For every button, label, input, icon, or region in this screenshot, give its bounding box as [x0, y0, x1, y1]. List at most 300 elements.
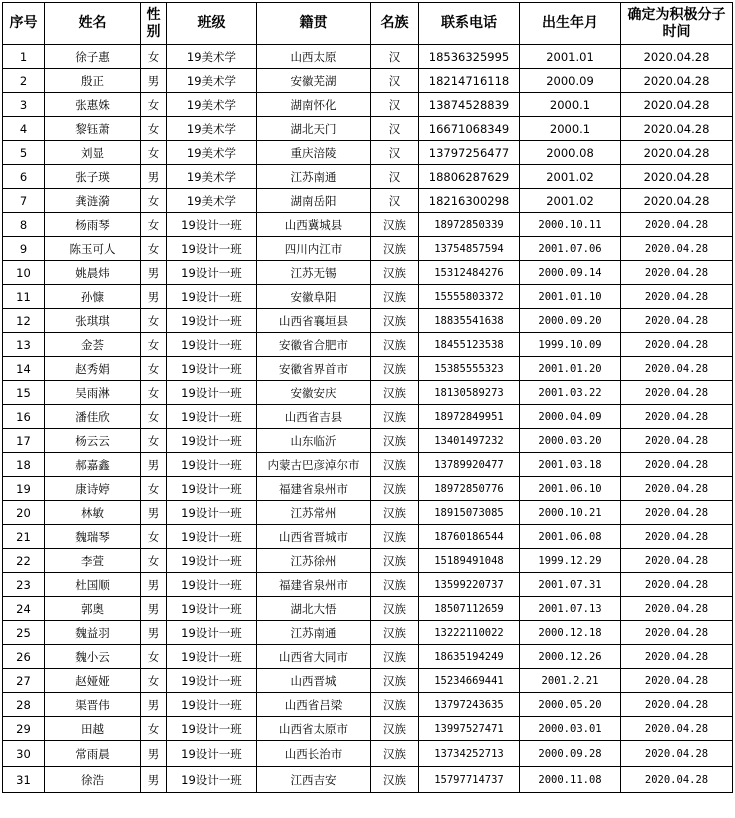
- cell-birth: 2001.06.08: [520, 525, 621, 549]
- cell-name: 陈玉可人: [45, 237, 141, 261]
- table-row: [3, 165, 733, 189]
- table-row: [3, 767, 733, 793]
- cell-hometown: 江苏无锡: [257, 261, 371, 285]
- cell-name: 田越: [45, 717, 141, 741]
- cell-index: 19: [3, 477, 45, 501]
- member-table: [2, 2, 733, 793]
- cell-name: 张琪琪: [45, 309, 141, 333]
- cell-name: 渠晋伟: [45, 693, 141, 717]
- cell-phone: 18214716118: [419, 69, 520, 93]
- cell-activist-date: 2020.04.28: [621, 453, 733, 477]
- cell-hometown: 重庆涪陵: [257, 141, 371, 165]
- cell-class: 19设计一班: [167, 405, 257, 429]
- cell-ethnicity: 汉族: [371, 717, 419, 741]
- cell-hometown: 湖北天门: [257, 117, 371, 141]
- cell-ethnicity: 汉族: [371, 645, 419, 669]
- cell-name: 赵娅娅: [45, 669, 141, 693]
- cell-index: 6: [3, 165, 45, 189]
- cell-gender: 女: [141, 237, 167, 261]
- cell-phone: 18216300298: [419, 189, 520, 213]
- cell-activist-date: 2020.04.28: [621, 93, 733, 117]
- cell-hometown: 山西省襄垣县: [257, 309, 371, 333]
- cell-class: 19设计一班: [167, 477, 257, 501]
- cell-activist-date: 2020.04.28: [621, 741, 733, 767]
- cell-hometown: 山西省吕梁: [257, 693, 371, 717]
- cell-gender: 男: [141, 693, 167, 717]
- cell-class: 19设计一班: [167, 669, 257, 693]
- cell-birth: 2000.10.11: [520, 213, 621, 237]
- cell-index: 2: [3, 69, 45, 93]
- cell-activist-date: 2020.04.28: [621, 69, 733, 93]
- cell-activist-date: 2020.04.28: [621, 477, 733, 501]
- cell-activist-date: 2020.04.28: [621, 767, 733, 793]
- cell-name: 金荟: [45, 333, 141, 357]
- table-row: [3, 333, 733, 357]
- cell-birth: 2000.09: [520, 69, 621, 93]
- cell-ethnicity: 汉族: [371, 741, 419, 767]
- cell-name: 郭奥: [45, 597, 141, 621]
- cell-birth: 2001.07.06: [520, 237, 621, 261]
- cell-index: 17: [3, 429, 45, 453]
- cell-gender: 女: [141, 309, 167, 333]
- cell-activist-date: 2020.04.28: [621, 213, 733, 237]
- table-row: [3, 453, 733, 477]
- cell-name: 张惠姝: [45, 93, 141, 117]
- cell-name: 李萱: [45, 549, 141, 573]
- cell-phone: 15797714737: [419, 767, 520, 793]
- cell-phone: 13734252713: [419, 741, 520, 767]
- cell-phone: 15189491048: [419, 549, 520, 573]
- cell-phone: 13797243635: [419, 693, 520, 717]
- cell-index: 27: [3, 669, 45, 693]
- cell-ethnicity: 汉族: [371, 429, 419, 453]
- header-ethnicity: 名族: [371, 3, 419, 45]
- cell-birth: 2000.12.18: [520, 621, 621, 645]
- cell-class: 19设计一班: [167, 501, 257, 525]
- table-row: [3, 237, 733, 261]
- cell-ethnicity: 汉族: [371, 453, 419, 477]
- cell-gender: 女: [141, 429, 167, 453]
- cell-class: 19设计一班: [167, 261, 257, 285]
- cell-index: 1: [3, 45, 45, 69]
- cell-name: 林敏: [45, 501, 141, 525]
- cell-hometown: 山西长治市: [257, 741, 371, 767]
- cell-phone: 15555803372: [419, 285, 520, 309]
- cell-hometown: 福建省泉州市: [257, 573, 371, 597]
- cell-ethnicity: 汉族: [371, 767, 419, 793]
- cell-activist-date: 2020.04.28: [621, 717, 733, 741]
- cell-class: 19设计一班: [167, 285, 257, 309]
- cell-name: 徐浩: [45, 767, 141, 793]
- cell-index: 28: [3, 693, 45, 717]
- table-row: [3, 45, 733, 69]
- cell-hometown: 安徽省合肥市: [257, 333, 371, 357]
- cell-gender: 男: [141, 165, 167, 189]
- cell-name: 杨云云: [45, 429, 141, 453]
- cell-class: 19美术学: [167, 69, 257, 93]
- cell-gender: 女: [141, 357, 167, 381]
- table-row: [3, 141, 733, 165]
- cell-name: 殷正: [45, 69, 141, 93]
- cell-hometown: 山西省吉县: [257, 405, 371, 429]
- cell-phone: 18806287629: [419, 165, 520, 189]
- table-row: [3, 573, 733, 597]
- cell-activist-date: 2020.04.28: [621, 621, 733, 645]
- cell-hometown: 山西省晋城市: [257, 525, 371, 549]
- cell-birth: 2001.01: [520, 45, 621, 69]
- header-row: [3, 3, 733, 45]
- cell-phone: 13997527471: [419, 717, 520, 741]
- cell-index: 31: [3, 767, 45, 793]
- table-row: [3, 357, 733, 381]
- cell-birth: 2001.03.18: [520, 453, 621, 477]
- cell-birth: 2000.03.01: [520, 717, 621, 741]
- cell-gender: 男: [141, 621, 167, 645]
- cell-activist-date: 2020.04.28: [621, 309, 733, 333]
- table-row: [3, 69, 733, 93]
- cell-name: 黎钰萧: [45, 117, 141, 141]
- cell-index: 15: [3, 381, 45, 405]
- cell-index: 5: [3, 141, 45, 165]
- cell-gender: 男: [141, 741, 167, 767]
- cell-class: 19设计一班: [167, 767, 257, 793]
- cell-index: 24: [3, 597, 45, 621]
- header-class: 班级: [167, 3, 257, 45]
- cell-gender: 女: [141, 117, 167, 141]
- cell-phone: 18972849951: [419, 405, 520, 429]
- cell-activist-date: 2020.04.28: [621, 357, 733, 381]
- cell-ethnicity: 汉族: [371, 333, 419, 357]
- table-row: [3, 261, 733, 285]
- cell-phone: 18130589273: [419, 381, 520, 405]
- cell-name: 杜国顺: [45, 573, 141, 597]
- cell-birth: 2001.06.10: [520, 477, 621, 501]
- cell-gender: 男: [141, 597, 167, 621]
- cell-hometown: 湖南怀化: [257, 93, 371, 117]
- cell-hometown: 四川内江市: [257, 237, 371, 261]
- header-phone: 联系电话: [419, 3, 520, 45]
- cell-gender: 男: [141, 573, 167, 597]
- cell-hometown: 山东临沂: [257, 429, 371, 453]
- cell-index: 23: [3, 573, 45, 597]
- cell-ethnicity: 汉族: [371, 213, 419, 237]
- cell-activist-date: 2020.04.28: [621, 45, 733, 69]
- cell-phone: 13789920477: [419, 453, 520, 477]
- cell-activist-date: 2020.04.28: [621, 645, 733, 669]
- cell-gender: 男: [141, 285, 167, 309]
- cell-class: 19美术学: [167, 93, 257, 117]
- header-activist-date: 确定为积极分子时间: [621, 3, 733, 45]
- cell-hometown: 湖南岳阳: [257, 189, 371, 213]
- cell-gender: 女: [141, 381, 167, 405]
- cell-phone: 18455123538: [419, 333, 520, 357]
- cell-birth: 2000.08: [520, 141, 621, 165]
- cell-index: 21: [3, 525, 45, 549]
- cell-index: 25: [3, 621, 45, 645]
- header-name: 姓名: [45, 3, 141, 45]
- table-row: [3, 597, 733, 621]
- cell-phone: 13874528839: [419, 93, 520, 117]
- cell-name: 姚晨炜: [45, 261, 141, 285]
- cell-index: 22: [3, 549, 45, 573]
- cell-gender: 男: [141, 453, 167, 477]
- cell-index: 30: [3, 741, 45, 767]
- cell-gender: 女: [141, 93, 167, 117]
- cell-name: 杨雨琴: [45, 213, 141, 237]
- table-row: [3, 381, 733, 405]
- cell-birth: 2001.01.20: [520, 357, 621, 381]
- cell-ethnicity: 汉族: [371, 501, 419, 525]
- cell-activist-date: 2020.04.28: [621, 117, 733, 141]
- cell-activist-date: 2020.04.28: [621, 261, 733, 285]
- cell-phone: 18760186544: [419, 525, 520, 549]
- cell-class: 19设计一班: [167, 309, 257, 333]
- table-row: [3, 93, 733, 117]
- cell-birth: 2000.11.08: [520, 767, 621, 793]
- cell-index: 8: [3, 213, 45, 237]
- cell-name: 徐子惠: [45, 45, 141, 69]
- cell-phone: 13222110022: [419, 621, 520, 645]
- cell-name: 张子瑛: [45, 165, 141, 189]
- cell-activist-date: 2020.04.28: [621, 141, 733, 165]
- header-hometown: 籍贯: [257, 3, 371, 45]
- cell-class: 19设计一班: [167, 525, 257, 549]
- cell-class: 19设计一班: [167, 237, 257, 261]
- table-row: [3, 285, 733, 309]
- cell-gender: 女: [141, 717, 167, 741]
- cell-phone: 18507112659: [419, 597, 520, 621]
- cell-ethnicity: 汉族: [371, 477, 419, 501]
- cell-phone: 16671068349: [419, 117, 520, 141]
- cell-birth: 2001.01.10: [520, 285, 621, 309]
- cell-ethnicity: 汉族: [371, 309, 419, 333]
- cell-class: 19美术学: [167, 141, 257, 165]
- cell-birth: 1999.12.29: [520, 549, 621, 573]
- cell-class: 19设计一班: [167, 357, 257, 381]
- cell-ethnicity: 汉族: [371, 549, 419, 573]
- table-row: [3, 693, 733, 717]
- cell-gender: 女: [141, 189, 167, 213]
- cell-phone: 13599220737: [419, 573, 520, 597]
- cell-hometown: 山西省太原市: [257, 717, 371, 741]
- cell-class: 19设计一班: [167, 717, 257, 741]
- cell-activist-date: 2020.04.28: [621, 381, 733, 405]
- cell-class: 19美术学: [167, 189, 257, 213]
- cell-class: 19设计一班: [167, 333, 257, 357]
- table-row: [3, 621, 733, 645]
- cell-birth: 2000.1: [520, 117, 621, 141]
- cell-class: 19美术学: [167, 45, 257, 69]
- cell-birth: 2001.03.22: [520, 381, 621, 405]
- cell-ethnicity: 汉族: [371, 597, 419, 621]
- cell-ethnicity: 汉族: [371, 621, 419, 645]
- cell-phone: 13401497232: [419, 429, 520, 453]
- cell-ethnicity: 汉: [371, 69, 419, 93]
- cell-index: 20: [3, 501, 45, 525]
- cell-class: 19设计一班: [167, 549, 257, 573]
- cell-ethnicity: 汉: [371, 165, 419, 189]
- cell-activist-date: 2020.04.28: [621, 549, 733, 573]
- cell-hometown: 山西省大同市: [257, 645, 371, 669]
- cell-ethnicity: 汉: [371, 93, 419, 117]
- cell-activist-date: 2020.04.28: [621, 237, 733, 261]
- cell-hometown: 安徽安庆: [257, 381, 371, 405]
- cell-class: 19设计一班: [167, 693, 257, 717]
- cell-hometown: 江西吉安: [257, 767, 371, 793]
- cell-phone: 18635194249: [419, 645, 520, 669]
- cell-hometown: 湖北大悟: [257, 597, 371, 621]
- cell-index: 11: [3, 285, 45, 309]
- cell-name: 康诗婷: [45, 477, 141, 501]
- cell-class: 19设计一班: [167, 381, 257, 405]
- cell-birth: 2000.1: [520, 93, 621, 117]
- cell-birth: 2000.10.21: [520, 501, 621, 525]
- cell-hometown: 山西晋城: [257, 669, 371, 693]
- table-body: [3, 45, 733, 793]
- cell-name: 魏益羽: [45, 621, 141, 645]
- cell-ethnicity: 汉: [371, 141, 419, 165]
- cell-activist-date: 2020.04.28: [621, 429, 733, 453]
- cell-hometown: 江苏南通: [257, 165, 371, 189]
- cell-index: 26: [3, 645, 45, 669]
- cell-activist-date: 2020.04.28: [621, 597, 733, 621]
- table-row: [3, 405, 733, 429]
- cell-name: 孙慷: [45, 285, 141, 309]
- cell-class: 19设计一班: [167, 453, 257, 477]
- cell-ethnicity: 汉族: [371, 693, 419, 717]
- cell-class: 19美术学: [167, 165, 257, 189]
- cell-gender: 男: [141, 501, 167, 525]
- cell-gender: 男: [141, 261, 167, 285]
- table-row: [3, 645, 733, 669]
- cell-activist-date: 2020.04.28: [621, 165, 733, 189]
- cell-index: 4: [3, 117, 45, 141]
- cell-phone: 13797256477: [419, 141, 520, 165]
- cell-class: 19美术学: [167, 117, 257, 141]
- cell-index: 13: [3, 333, 45, 357]
- cell-gender: 女: [141, 45, 167, 69]
- cell-class: 19设计一班: [167, 645, 257, 669]
- cell-index: 12: [3, 309, 45, 333]
- cell-hometown: 江苏徐州: [257, 549, 371, 573]
- cell-phone: 13754857594: [419, 237, 520, 261]
- cell-gender: 女: [141, 645, 167, 669]
- cell-birth: 2000.09.20: [520, 309, 621, 333]
- cell-ethnicity: 汉族: [371, 381, 419, 405]
- cell-ethnicity: 汉族: [371, 405, 419, 429]
- cell-hometown: 内蒙古巴彦淖尔市: [257, 453, 371, 477]
- cell-birth: 2001.2.21: [520, 669, 621, 693]
- cell-index: 29: [3, 717, 45, 741]
- header-birth: 出生年月: [520, 3, 621, 45]
- cell-activist-date: 2020.04.28: [621, 669, 733, 693]
- table-row: [3, 525, 733, 549]
- cell-birth: 2000.09.14: [520, 261, 621, 285]
- cell-hometown: 安徽芜湖: [257, 69, 371, 93]
- cell-birth: 2000.04.09: [520, 405, 621, 429]
- cell-hometown: 福建省泉州市: [257, 477, 371, 501]
- cell-index: 3: [3, 93, 45, 117]
- cell-gender: 女: [141, 669, 167, 693]
- table-row: [3, 309, 733, 333]
- cell-birth: 2001.02: [520, 165, 621, 189]
- cell-gender: 女: [141, 525, 167, 549]
- cell-phone: 15385555323: [419, 357, 520, 381]
- cell-gender: 女: [141, 549, 167, 573]
- cell-phone: 18915073085: [419, 501, 520, 525]
- cell-ethnicity: 汉族: [371, 237, 419, 261]
- cell-birth: 2001.02: [520, 189, 621, 213]
- cell-ethnicity: 汉: [371, 117, 419, 141]
- cell-gender: 女: [141, 333, 167, 357]
- table-row: [3, 501, 733, 525]
- header-gender: 性别: [141, 3, 167, 45]
- cell-activist-date: 2020.04.28: [621, 333, 733, 357]
- cell-name: 魏瑞琴: [45, 525, 141, 549]
- cell-ethnicity: 汉族: [371, 669, 419, 693]
- cell-activist-date: 2020.04.28: [621, 525, 733, 549]
- cell-phone: 15312484276: [419, 261, 520, 285]
- table-row: [3, 549, 733, 573]
- cell-ethnicity: 汉族: [371, 573, 419, 597]
- cell-ethnicity: 汉: [371, 189, 419, 213]
- cell-name: 赵秀娟: [45, 357, 141, 381]
- cell-phone: 18835541638: [419, 309, 520, 333]
- cell-hometown: 江苏常州: [257, 501, 371, 525]
- cell-hometown: 山西冀城县: [257, 213, 371, 237]
- cell-gender: 女: [141, 405, 167, 429]
- cell-index: 7: [3, 189, 45, 213]
- cell-name: 龚涟漪: [45, 189, 141, 213]
- cell-index: 10: [3, 261, 45, 285]
- cell-hometown: 安徽阜阳: [257, 285, 371, 309]
- table-row: [3, 669, 733, 693]
- cell-gender: 男: [141, 69, 167, 93]
- cell-class: 19设计一班: [167, 429, 257, 453]
- cell-birth: 2001.07.13: [520, 597, 621, 621]
- table-row: [3, 477, 733, 501]
- cell-index: 14: [3, 357, 45, 381]
- cell-index: 18: [3, 453, 45, 477]
- cell-phone: 18536325995: [419, 45, 520, 69]
- cell-gender: 男: [141, 767, 167, 793]
- cell-activist-date: 2020.04.28: [621, 693, 733, 717]
- table-row: [3, 189, 733, 213]
- cell-activist-date: 2020.04.28: [621, 285, 733, 309]
- cell-gender: 女: [141, 477, 167, 501]
- cell-class: 19设计一班: [167, 573, 257, 597]
- cell-index: 16: [3, 405, 45, 429]
- cell-birth: 1999.10.09: [520, 333, 621, 357]
- cell-ethnicity: 汉族: [371, 261, 419, 285]
- cell-name: 常雨晨: [45, 741, 141, 767]
- cell-activist-date: 2020.04.28: [621, 501, 733, 525]
- cell-index: 9: [3, 237, 45, 261]
- cell-activist-date: 2020.04.28: [621, 573, 733, 597]
- cell-hometown: 安徽省界首市: [257, 357, 371, 381]
- cell-name: 郝嘉鑫: [45, 453, 141, 477]
- header-index: 序号: [3, 3, 45, 45]
- cell-ethnicity: 汉族: [371, 525, 419, 549]
- cell-ethnicity: 汉族: [371, 285, 419, 309]
- table-row: [3, 741, 733, 767]
- cell-birth: 2000.09.28: [520, 741, 621, 767]
- cell-birth: 2000.05.20: [520, 693, 621, 717]
- cell-name: 吴雨淋: [45, 381, 141, 405]
- cell-birth: 2000.03.20: [520, 429, 621, 453]
- cell-hometown: 江苏南通: [257, 621, 371, 645]
- cell-ethnicity: 汉族: [371, 357, 419, 381]
